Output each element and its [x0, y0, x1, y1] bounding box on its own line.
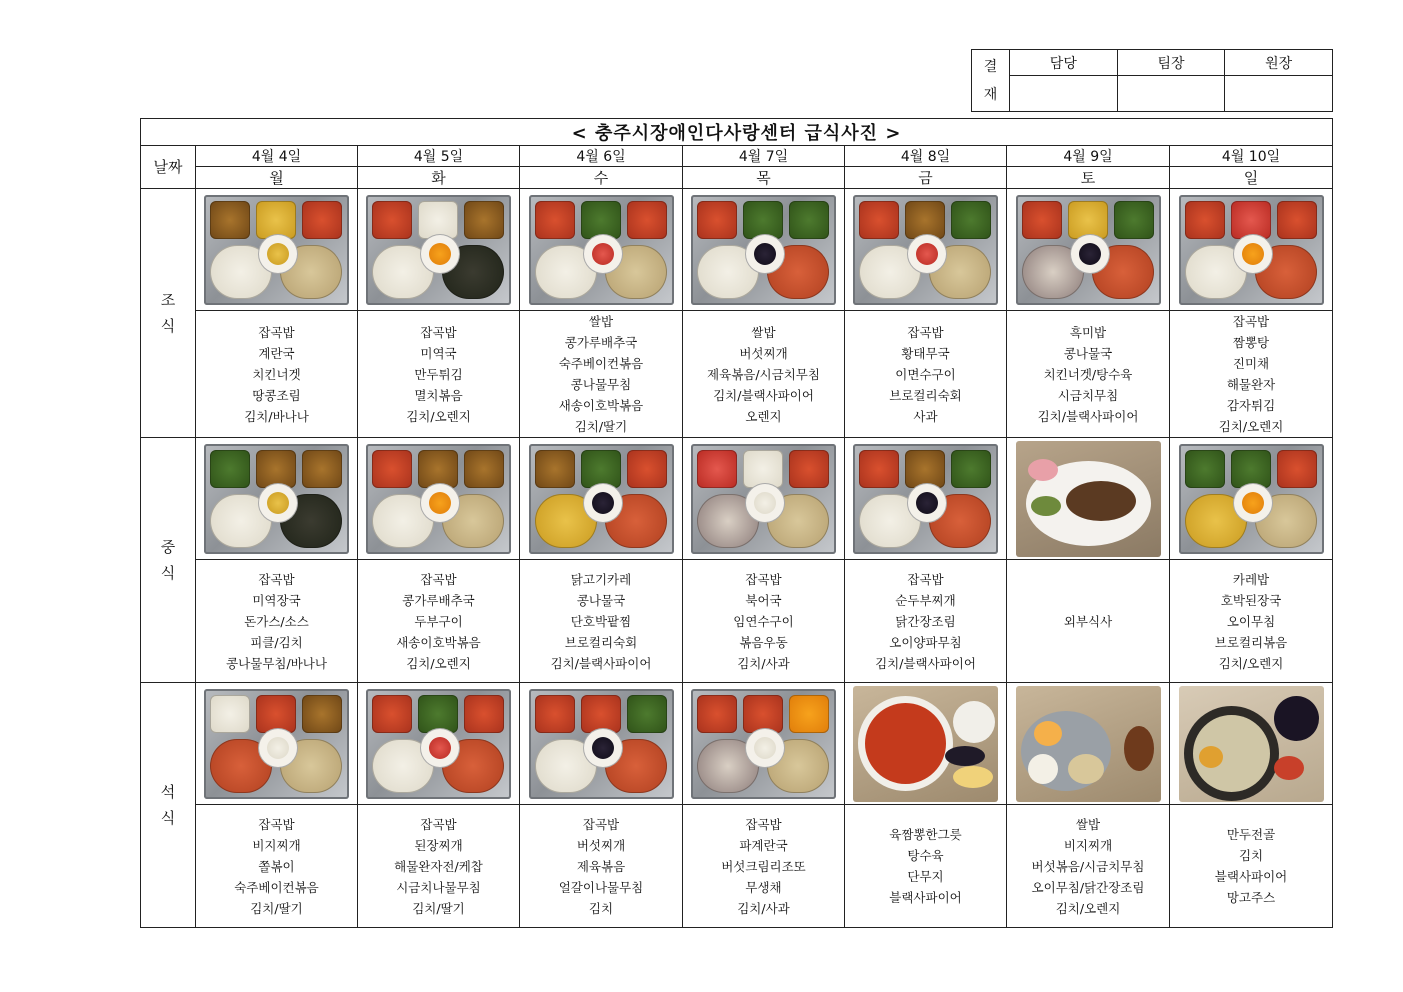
meal-photo-table [140, 118, 1333, 928]
meal-menu-cell [845, 560, 1007, 683]
meal-label-top: 석 [160, 783, 176, 801]
menu-item: 김치/딸기 [412, 900, 465, 916]
date-cell: 4월 10일 [1170, 146, 1333, 167]
menu-item: 황태무국 [901, 345, 950, 361]
menu-item: 망고주스 [1226, 890, 1276, 905]
approval-side-bottom: 재 [983, 86, 998, 103]
menu-item: 잡곡밥 [258, 571, 295, 587]
approval-sign-team-lead[interactable] [1117, 76, 1225, 112]
meal-tray-photo [529, 689, 674, 799]
meal-label-top: 중 [160, 538, 176, 556]
meal-tray-photo [1179, 444, 1324, 554]
menu-item: 육짬뽕한그릇 [889, 827, 962, 842]
menu-item: 김치/오렌지 [1218, 419, 1284, 434]
menu-item: 쌀밥 [1075, 816, 1101, 832]
meal-photo-cell [1007, 683, 1170, 805]
meal-tray-photo [691, 689, 836, 799]
menu-item: 블랙사파이어 [1214, 869, 1288, 884]
menu-item: 비지찌개 [252, 837, 301, 853]
menu-item: 닭고기카레 [570, 571, 632, 587]
menu-item: 순두부찌개 [895, 592, 956, 608]
menu-item: 북어국 [745, 592, 782, 608]
menu-item: 잡곡밥 [745, 571, 782, 587]
meal-menu-cell [1170, 311, 1333, 438]
menu-item: 잡곡밥 [907, 324, 944, 340]
menu-item: 김치 [588, 900, 614, 916]
meal-menu-cell [358, 805, 520, 928]
menu-item: 김치/오렌지 [406, 655, 471, 671]
menu-item: 잡곡밥 [420, 816, 457, 832]
menu-item: 콩가루배추국 [402, 592, 475, 608]
menu-item: 땅콩조림 [252, 387, 301, 403]
meal-photo-cell [196, 189, 358, 311]
meal-photo-cell [520, 189, 683, 311]
meal-menu-cell [1170, 805, 1333, 928]
meal-photo-cell [196, 683, 358, 805]
menu-item: 버섯찌개 [739, 345, 788, 361]
meal-dish-photo [853, 686, 998, 802]
menu-item: 김치/바나나 [244, 408, 309, 424]
meal-photo-cell [520, 683, 683, 805]
meal-photo-cell [520, 438, 683, 560]
menu-item: 잡곡밥 [745, 816, 782, 832]
menu-item: 계란국 [258, 345, 295, 361]
menu-item: 김치/블랙사파이어 [713, 387, 814, 403]
menu-item: 외부식사 [1063, 613, 1113, 629]
menu-item: 김치/딸기 [574, 419, 628, 434]
menu-item: 김치/블랙사파이어 [875, 655, 976, 671]
menu-item: 비지찌개 [1063, 837, 1113, 853]
menu-item: 파계란국 [739, 837, 788, 853]
menu-item: 볶음우동 [739, 634, 788, 650]
meal-tray-photo [366, 689, 511, 799]
menu-item: 잡곡밥 [907, 571, 944, 587]
meal-menu-cell [683, 805, 845, 928]
meal-photo-cell [358, 438, 520, 560]
menu-item: 김치 [1238, 848, 1264, 863]
meal-photo-cell [1170, 438, 1333, 560]
meal-menu-cell [683, 311, 845, 438]
meal-label-bottom: 식 [160, 564, 176, 582]
meal-photo-cell [1170, 683, 1333, 805]
menu-item: 숙주베이컨볶음 [234, 879, 319, 895]
meal-tray-photo [691, 444, 836, 554]
meal-menu-cell [845, 311, 1007, 438]
menu-item: 만두튀김 [414, 366, 463, 382]
meal-menu-cell [520, 560, 683, 683]
meal-label-dinner [141, 683, 196, 928]
menu-item: 단호박팥찜 [570, 613, 632, 629]
meal-menu-cell [1007, 311, 1170, 438]
meal-tray-photo [1179, 195, 1324, 305]
menu-item: 쌀밥 [588, 314, 614, 329]
day-cell: 일 [1170, 167, 1333, 189]
approval-sign-staff[interactable] [1010, 76, 1118, 112]
meal-label-top: 조 [160, 291, 176, 309]
menu-item: 피클/김치 [250, 634, 303, 650]
menu-item: 카레밥 [1232, 571, 1270, 587]
page-title: < 충주시장애인다사랑센터 급식사진 > [141, 119, 1333, 146]
menu-item: 잡곡밥 [258, 324, 295, 340]
menu-item: 새송이호박볶음 [558, 398, 644, 413]
day-cell: 화 [358, 167, 520, 189]
menu-item: 버섯찌개 [576, 837, 626, 853]
date-cell: 4월 5일 [358, 146, 520, 167]
meal-menu-cell [1007, 560, 1170, 683]
meal-label-bottom: 식 [160, 809, 176, 827]
menu-item: 흑미밥 [1069, 324, 1107, 340]
menu-item: 블랙사파이어 [889, 890, 962, 905]
menu-item: 해물완자 [1226, 377, 1276, 392]
menu-item: 미역국 [420, 345, 457, 361]
meal-menu-cell [358, 311, 520, 438]
menu-item: 콩나물국 [576, 592, 626, 608]
meal-photo-cell [358, 189, 520, 311]
approval-side-label [972, 50, 1010, 112]
meal-tray-photo [204, 444, 349, 554]
meal-label-bottom: 식 [160, 317, 176, 335]
menu-item: 사과 [913, 408, 938, 424]
meal-dish-photo [1016, 441, 1161, 557]
menu-item: 김치/사과 [737, 655, 790, 671]
menu-item: 된장찌개 [414, 837, 463, 853]
menu-item: 콩나물무침 [570, 377, 632, 392]
approval-box [971, 49, 1333, 112]
menu-item: 새송이호박볶음 [396, 634, 481, 650]
menu-item: 제육볶음 [576, 858, 626, 874]
menu-item: 돈가스/소스 [244, 613, 309, 629]
menu-item: 김치/오렌지 [1218, 655, 1284, 671]
menu-item: 김치/오렌지 [406, 408, 471, 424]
meal-dish-photo [1179, 686, 1324, 802]
meal-photo-cell [683, 438, 845, 560]
meal-label-breakfast [141, 189, 196, 438]
date-cell: 4월 4일 [196, 146, 358, 167]
day-cell: 금 [845, 167, 1007, 189]
menu-item: 오이양파무침 [889, 634, 962, 650]
date-cell: 4월 8일 [845, 146, 1007, 167]
menu-item: 멸치볶음 [414, 387, 463, 403]
menu-item: 김치/딸기 [250, 900, 303, 916]
date-cell: 4월 9일 [1007, 146, 1170, 167]
meal-tray-photo [1016, 195, 1161, 305]
meal-tray-photo [204, 689, 349, 799]
meal-menu-cell [683, 560, 845, 683]
day-cell: 월 [196, 167, 358, 189]
menu-item: 시금치나물무침 [396, 879, 481, 895]
meal-tray-photo [529, 195, 674, 305]
meal-rows [141, 189, 1333, 928]
menu-item: 잡곡밥 [420, 571, 457, 587]
menu-item: 만두전골 [1226, 827, 1276, 842]
meal-photo-cell [845, 683, 1007, 805]
day-cell: 토 [1007, 167, 1170, 189]
meal-menu-cell [1170, 560, 1333, 683]
meal-photo-cell [845, 438, 1007, 560]
menu-item: 쫄볶이 [258, 858, 295, 874]
meal-photo-cell [1170, 189, 1333, 311]
menu-item: 김치/오렌지 [1055, 900, 1121, 916]
meal-tray-photo [853, 444, 998, 554]
meal-menu-cell [520, 311, 683, 438]
menu-item: 잡곡밥 [582, 816, 620, 832]
menu-item: 시금치무침 [1057, 387, 1119, 403]
meal-tray-photo [204, 195, 349, 305]
approval-side-top: 결 [983, 58, 998, 75]
menu-item: 쌀밥 [751, 324, 776, 340]
date-header-label: 날짜 [141, 146, 196, 189]
menu-item: 오이무침/닭간장조림 [1031, 879, 1145, 895]
meal-menu-cell [196, 560, 358, 683]
meal-dish-photo [1016, 686, 1161, 802]
meal-tray-photo [853, 195, 998, 305]
meal-menu-cell [196, 805, 358, 928]
menu-item: 콩나물무침/바나나 [226, 655, 327, 671]
menu-item: 오이무침 [1226, 613, 1276, 629]
menu-item: 호박된장국 [1220, 592, 1282, 608]
menu-item: 임연수구이 [733, 613, 794, 629]
menu-item: 김치/블랙사파이어 [550, 655, 652, 671]
approval-role-staff: 담당 [1010, 50, 1118, 76]
meal-tray-photo [366, 444, 511, 554]
menu-item: 김치/블랙사파이어 [1037, 408, 1139, 424]
menu-item: 제육볶음/시금치무침 [707, 366, 820, 382]
date-cell: 4월 7일 [683, 146, 845, 167]
meal-menu-cell [520, 805, 683, 928]
meal-tray-photo [366, 195, 511, 305]
menu-item: 짬뽕탕 [1232, 335, 1270, 350]
meal-photo-cell [1007, 189, 1170, 311]
menu-item: 두부구이 [414, 613, 463, 629]
menu-item: 브로컬리숙회 [564, 634, 638, 650]
meal-photo-cell [683, 683, 845, 805]
menu-item: 감자튀김 [1226, 398, 1276, 413]
menu-item: 단무지 [907, 869, 944, 884]
meal-photo-cell [196, 438, 358, 560]
meal-menu-cell [196, 311, 358, 438]
meal-photo-cell [358, 683, 520, 805]
menu-item: 김치/사과 [737, 900, 790, 916]
meal-photo-cell [1007, 438, 1170, 560]
meal-menu-cell [358, 560, 520, 683]
day-cell: 목 [683, 167, 845, 189]
approval-role-director: 원장 [1225, 50, 1333, 76]
menu-item: 이면수구이 [895, 366, 956, 382]
menu-item: 진미채 [1232, 356, 1270, 371]
menu-item: 숙주베이컨볶음 [558, 356, 644, 371]
menu-item: 콩가루배추국 [564, 335, 638, 350]
menu-item: 브로컬리숙회 [889, 387, 962, 403]
menu-item: 탕수육 [907, 848, 944, 863]
meal-photo-cell [845, 189, 1007, 311]
menu-item: 치킨너겟 [252, 366, 301, 382]
menu-item: 오렌지 [745, 408, 782, 424]
menu-item: 얼갈이나물무침 [558, 879, 644, 895]
approval-sign-director[interactable] [1225, 76, 1333, 112]
menu-item: 버섯볶음/시금치무침 [1031, 858, 1145, 874]
meal-label-lunch [141, 438, 196, 683]
meal-menu-cell [845, 805, 1007, 928]
menu-item: 잡곡밥 [1232, 314, 1270, 329]
meal-tray-photo [691, 195, 836, 305]
menu-item: 콩나물국 [1063, 345, 1113, 361]
menu-item: 잡곡밥 [258, 816, 295, 832]
menu-item: 무생채 [745, 879, 782, 895]
menu-item: 해물완자전/케찹 [394, 858, 483, 874]
meal-tray-photo [529, 444, 674, 554]
menu-item: 치킨너겟/탕수육 [1043, 366, 1133, 382]
menu-item: 브로컬리볶음 [1214, 634, 1288, 650]
menu-item: 잡곡밥 [420, 324, 457, 340]
meal-menu-cell [1007, 805, 1170, 928]
date-cell: 4월 6일 [520, 146, 683, 167]
meal-photo-cell [683, 189, 845, 311]
menu-item: 미역장국 [252, 592, 301, 608]
menu-item: 닭간장조림 [895, 613, 956, 629]
approval-role-team-lead: 팀장 [1117, 50, 1225, 76]
day-cell: 수 [520, 167, 683, 189]
menu-item: 버섯크림리조또 [721, 858, 806, 874]
